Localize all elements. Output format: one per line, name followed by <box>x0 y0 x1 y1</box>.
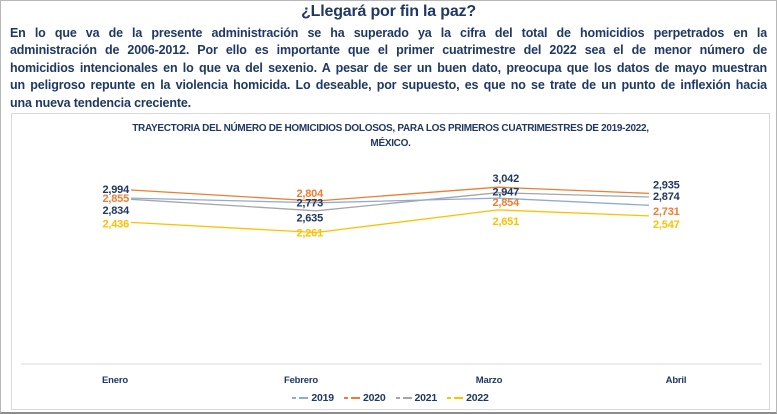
data-label-2020-Enero: 2,994 <box>102 183 129 196</box>
data-label-2020-Marzo: 3,042 <box>492 173 519 186</box>
x-axis-label-Enero: Enero <box>102 375 128 386</box>
chart-container <box>11 113 770 410</box>
legend-label: 2022 <box>466 392 489 404</box>
line-dash-icon <box>351 397 360 399</box>
line-dash-icon <box>403 397 412 399</box>
legend-item-2022 <box>447 392 489 404</box>
x-axis-label-Marzo: Marzo <box>475 375 503 386</box>
legend-item-2020 <box>344 392 386 404</box>
data-label-2021-Marzo: 2,947 <box>492 186 519 199</box>
data-label-2022-Enero: 2,436 <box>102 218 129 231</box>
x-axis-label-Abril: Abril <box>665 375 687 386</box>
body-line: una nueva tendencia creciente. <box>10 95 191 110</box>
data-label-2021-Abril: 2,874 <box>653 190 680 203</box>
data-label-2022-Abril: 2,547 <box>653 218 680 231</box>
data-label-2019-Enero: 2,855 <box>102 192 129 205</box>
chart-title-line2: MÉXICO. <box>370 138 411 149</box>
line-dash-icon <box>396 397 400 399</box>
line-dash-icon <box>447 397 451 399</box>
data-label-2019-Febrero: 2,773 <box>296 197 323 210</box>
x-axis-label-Febrero: Febrero <box>284 375 318 386</box>
data-label-2021-Febrero: 2,635 <box>296 212 323 225</box>
chart-title-line1: TRAYECTORIA DEL NÚMERO DE HOMICIDIOS DOLOSOS, PARA LOS PRIMEROS CUATRIMESTRES DE 2019-2022, <box>132 123 649 134</box>
plot-area <box>12 114 769 409</box>
legend-label: 2020 <box>362 392 386 404</box>
data-label-2019-Marzo: 2,854 <box>492 196 519 209</box>
series-line-2022 <box>131 210 649 233</box>
legend-item-2021 <box>396 392 438 404</box>
data-label-2019-Abril: 2,731 <box>653 206 680 219</box>
line-dash-icon <box>299 397 308 399</box>
data-label-2021-Enero: 2,834 <box>102 205 129 218</box>
data-label-2022-Marzo: 2,651 <box>492 215 519 228</box>
body-line: administración de 2006-2012. Por ello es importante que el primer cuatrimestre del 2022 sea el de menor número de <box>10 43 767 58</box>
article-body <box>10 25 767 112</box>
series-line-2020 <box>131 187 649 201</box>
legend-label: 2019 <box>311 392 334 404</box>
line-dash-icon <box>344 397 348 399</box>
data-label-2020-Abril: 2,935 <box>653 179 680 192</box>
data-label-2022-Febrero: 2,261 <box>296 227 323 240</box>
line-dash-icon <box>292 397 296 399</box>
body-line: homicidios intencionales en lo que va del sexenio. A pesar de ser un buen dato, preocupa que los datos de mayo muestran <box>10 60 767 75</box>
line-dash-icon <box>454 397 463 399</box>
chart-legend <box>12 391 769 405</box>
body-line: un peligroso repunte en la violencia homicida. Lo deseable, por supuesto, es que no se trate de un punto de inflexión hacia <box>10 78 767 93</box>
article-title: ¿Llegará por fin la paz? <box>301 3 476 20</box>
data-label-2020-Febrero: 2,804 <box>296 187 323 200</box>
body-line: En lo que va de la presente administración se ha superado ya la cifra del total de homicidios perpetrados en la <box>10 26 767 40</box>
legend-label: 2021 <box>414 392 438 404</box>
legend-item-2019 <box>292 392 334 404</box>
